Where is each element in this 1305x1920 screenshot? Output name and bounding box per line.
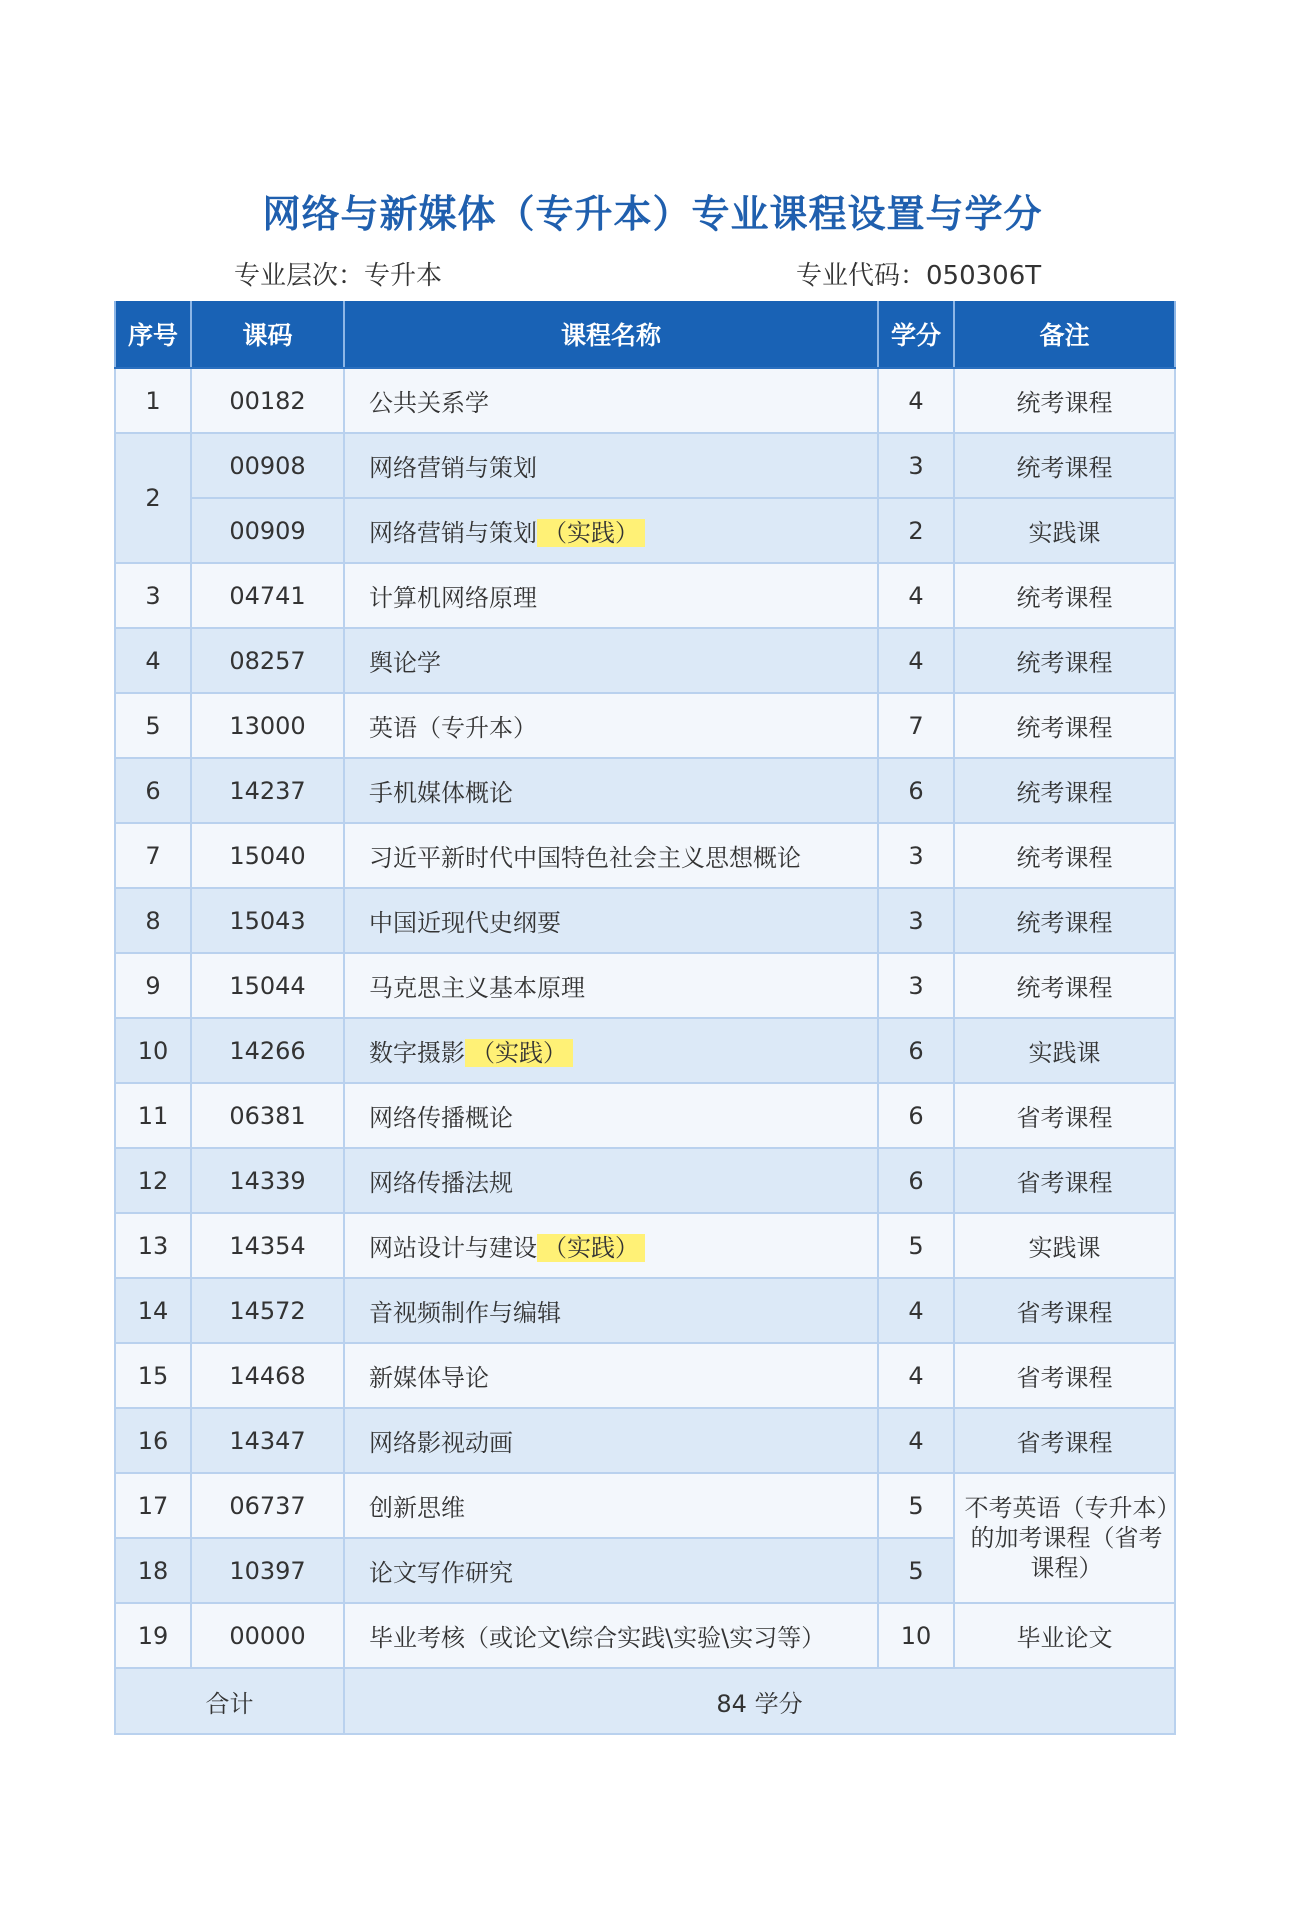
course-credits: 3 — [878, 433, 954, 498]
table-row — [115, 1213, 1175, 1278]
course-note: 省考课程 — [954, 1278, 1175, 1343]
course-credits: 4 — [878, 368, 954, 433]
course-credits: 5 — [878, 1538, 954, 1603]
course-credits: 4 — [878, 1278, 954, 1343]
table-row — [115, 498, 1175, 563]
course-note: 统考课程 — [954, 368, 1175, 433]
course-credits: 6 — [878, 1018, 954, 1083]
course-note: 省考课程 — [954, 1408, 1175, 1473]
course-name: 习近平新时代中国特色社会主义思想概论 — [344, 823, 878, 888]
course-name: 网络营销与策划 — [344, 433, 878, 498]
table-header-row — [115, 301, 1175, 368]
table-row — [115, 758, 1175, 823]
course-note: 实践课 — [954, 498, 1175, 563]
course-code: 15044 — [191, 953, 344, 1018]
course-code: 14266 — [191, 1018, 344, 1083]
header-index: 序号 — [115, 301, 191, 368]
course-credits: 3 — [878, 953, 954, 1018]
row-index: 6 — [115, 758, 191, 823]
row-index: 18 — [115, 1538, 191, 1603]
course-name: 马克思主义基本原理 — [344, 953, 878, 1018]
course-credits: 3 — [878, 888, 954, 953]
course-name: 计算机网络原理 — [344, 563, 878, 628]
major-code: 专业代码：050306T — [796, 261, 1042, 291]
header-code: 课码 — [191, 301, 344, 368]
table-row — [115, 953, 1175, 1018]
table-row — [115, 888, 1175, 953]
total-value: 84 学分 — [344, 1668, 1175, 1734]
course-name: 创新思维 — [344, 1473, 878, 1538]
table-row — [115, 1148, 1175, 1213]
course-code: 00908 — [191, 433, 344, 498]
course-code: 15040 — [191, 823, 344, 888]
course-note: 统考课程 — [954, 823, 1175, 888]
course-code: 14237 — [191, 758, 344, 823]
course-name-text: 网站设计与建设 — [369, 1234, 537, 1262]
course-note: 省考课程 — [954, 1148, 1175, 1213]
course-note: 统考课程 — [954, 693, 1175, 758]
header-credits: 学分 — [878, 301, 954, 368]
course-credits: 7 — [878, 693, 954, 758]
course-code: 06381 — [191, 1083, 344, 1148]
row-index: 8 — [115, 888, 191, 953]
course-name: 中国近现代史纲要 — [344, 888, 878, 953]
row-index: 17 — [115, 1473, 191, 1538]
course-code: 00000 — [191, 1603, 344, 1668]
row-index: 2 — [115, 433, 191, 563]
course-credits: 3 — [878, 823, 954, 888]
course-name: 舆论学 — [344, 628, 878, 693]
course-name-text: 数字摄影 — [369, 1039, 465, 1067]
row-index: 3 — [115, 563, 191, 628]
course-credits: 4 — [878, 563, 954, 628]
course-name — [344, 1213, 878, 1278]
course-name: 手机媒体概论 — [344, 758, 878, 823]
row-index: 16 — [115, 1408, 191, 1473]
course-credits: 4 — [878, 1343, 954, 1408]
course-code: 14347 — [191, 1408, 344, 1473]
course-name: 网络影视动画 — [344, 1408, 878, 1473]
course-name: 网络传播概论 — [344, 1083, 878, 1148]
course-note: 统考课程 — [954, 888, 1175, 953]
course-code: 14572 — [191, 1278, 344, 1343]
row-index: 5 — [115, 693, 191, 758]
course-code: 14339 — [191, 1148, 344, 1213]
course-credits: 6 — [878, 758, 954, 823]
row-index: 9 — [115, 953, 191, 1018]
practice-tag: （实践） — [465, 1039, 573, 1067]
major-level: 专业层次：专升本 — [234, 261, 443, 291]
course-note: 实践课 — [954, 1213, 1175, 1278]
course-note: 统考课程 — [954, 628, 1175, 693]
table-row — [115, 1083, 1175, 1148]
table-row — [115, 1603, 1175, 1668]
header-note: 备注 — [954, 301, 1175, 368]
course-code: 10397 — [191, 1538, 344, 1603]
total-label: 合计 — [115, 1668, 344, 1734]
course-code: 00909 — [191, 498, 344, 563]
row-index: 10 — [115, 1018, 191, 1083]
course-note: 不考英语（专升本）的加考课程（省考课程） — [954, 1473, 1175, 1603]
course-name: 毕业考核（或论文\综合实践\实验\实习等） — [344, 1603, 878, 1668]
row-index: 15 — [115, 1343, 191, 1408]
row-index: 11 — [115, 1083, 191, 1148]
course-name — [344, 498, 878, 563]
course-credits: 5 — [878, 1213, 954, 1278]
header-name: 课程名称 — [344, 301, 878, 368]
practice-tag: （实践） — [537, 1234, 645, 1262]
course-note: 省考课程 — [954, 1343, 1175, 1408]
row-index: 12 — [115, 1148, 191, 1213]
table-row — [115, 1018, 1175, 1083]
row-index: 13 — [115, 1213, 191, 1278]
row-index: 4 — [115, 628, 191, 693]
table-row — [115, 1278, 1175, 1343]
course-credits: 4 — [878, 1408, 954, 1473]
course-code: 04741 — [191, 563, 344, 628]
practice-tag: （实践） — [537, 519, 645, 547]
course-name: 英语（专升本） — [344, 693, 878, 758]
course-code: 14354 — [191, 1213, 344, 1278]
table-row — [115, 433, 1175, 498]
course-code: 14468 — [191, 1343, 344, 1408]
course-name: 网络传播法规 — [344, 1148, 878, 1213]
course-note: 毕业论文 — [954, 1603, 1175, 1668]
course-code: 00182 — [191, 368, 344, 433]
table-row — [115, 693, 1175, 758]
course-note: 实践课 — [954, 1018, 1175, 1083]
course-name: 新媒体导论 — [344, 1343, 878, 1408]
course-credits: 5 — [878, 1473, 954, 1538]
course-credits: 2 — [878, 498, 954, 563]
course-code: 08257 — [191, 628, 344, 693]
course-note: 统考课程 — [954, 433, 1175, 498]
table-row — [115, 628, 1175, 693]
row-index: 7 — [115, 823, 191, 888]
table-row — [115, 368, 1175, 433]
course-code: 06737 — [191, 1473, 344, 1538]
course-note: 省考课程 — [954, 1083, 1175, 1148]
course-credits: 10 — [878, 1603, 954, 1668]
course-name — [344, 1018, 878, 1083]
course-code: 15043 — [191, 888, 344, 953]
course-name-text: 网络营销与策划 — [369, 519, 537, 547]
table-row — [115, 563, 1175, 628]
course-name: 公共关系学 — [344, 368, 878, 433]
course-name: 论文写作研究 — [344, 1538, 878, 1603]
course-credits: 6 — [878, 1148, 954, 1213]
course-credits: 4 — [878, 628, 954, 693]
course-note: 统考课程 — [954, 563, 1175, 628]
table-row — [115, 823, 1175, 888]
page-title: 网络与新媒体（专升本）专业课程设置与学分 — [262, 192, 1043, 236]
table-row — [115, 1343, 1175, 1408]
total-row — [115, 1668, 1175, 1734]
table-row — [115, 1408, 1175, 1473]
course-note: 统考课程 — [954, 758, 1175, 823]
row-index: 14 — [115, 1278, 191, 1343]
row-index: 19 — [115, 1603, 191, 1668]
course-credits: 6 — [878, 1083, 954, 1148]
row-index: 1 — [115, 368, 191, 433]
course-code: 13000 — [191, 693, 344, 758]
table-row — [115, 1473, 1175, 1538]
course-table — [114, 301, 1176, 1735]
course-note: 统考课程 — [954, 953, 1175, 1018]
course-name: 音视频制作与编辑 — [344, 1278, 878, 1343]
